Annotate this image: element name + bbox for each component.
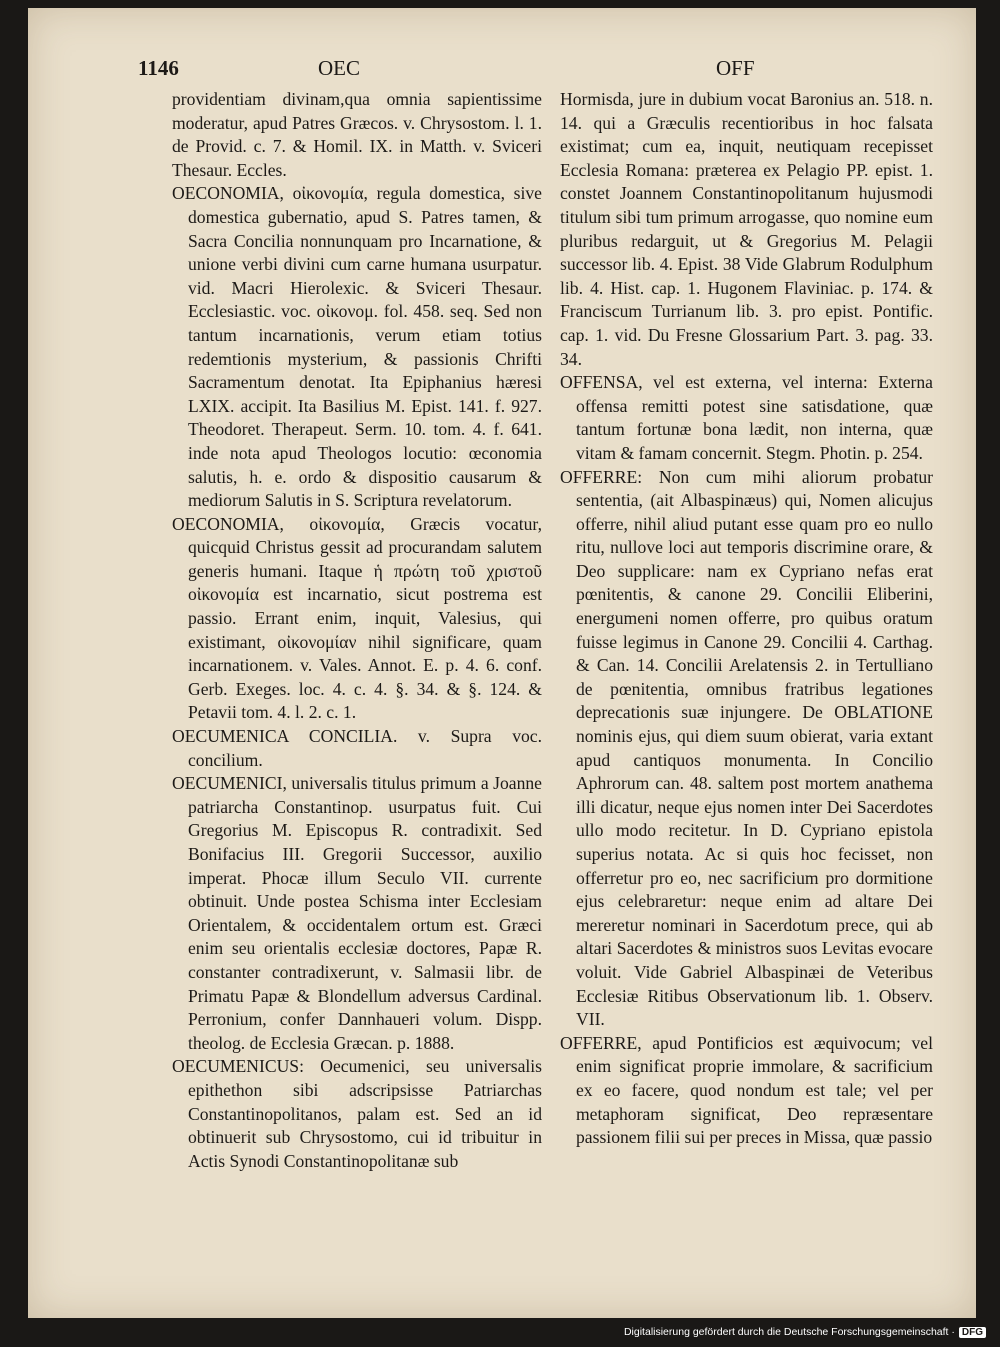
left-entry: OECUMENICUS: Oecumenici, seu universalis epithethon sibi adscripsisse Patriarchas Constantinopolitanos, palam est. Sed an id obtinuerit sub Chrysostomo, cui id tribuitur in Actis Synodi Constantinopolitanæ sub bbox=[172, 1056, 542, 1171]
right-paragraph: Hormisda, jure in dubium vocat Baronius an. 518. n. 14. qui a Græculis recentioribus in hoc falsata existimat; cum ea, inquit, neutiquam recepisset Ecclesia Romana: præterea ex Pelagio PP. epist. 1. constet Joannem Constantinopolitanum hujusmodi titulum sibi tum primum arrogasse, quo nomine eum pluribus redarguit, ut & Gregorius M. Pelagii successor lib. 4. Epist. 38 Vide Glabrum Rodulphum lib. 4. Hist. cap. 1. Hugonem Flaviniac. p. 174. & Franciscum Turrianum lib. 3. pro epist. Pontific. cap. 1. vid. Du Fresne Glossarium Part. 3. pag. 33. 34. bbox=[560, 89, 933, 369]
right-entry: OFFERRE: Non cum mihi aliorum probatur sententia, (ait Albaspinæus) qui, Nomen alicujus offerre, nihil aliud putant esse quam pro eo nullo ritu, nullove loci aut temporis discrimine orare, & Deo supplicare: nam ex Cypriano nefas erat pœnitentis, & canone 29. Concilii Eliberini, energumeni nomen offerre, pro quibus oratum fuisse legimus in Canone 29. Concilii 4. Carthag. & Can. 14. Concilii Arelatensis 2. in Tertulliano de pœnitentia, omnibus fratribus legationes deprecationis suæ injungere. De OBLATIONE nominis ejus, qui diem suum obierat, varia extant apud cantiquos monumenta. In Concilio Aphrorum can. 48. saltem post mortem anathema illi dicatur, neque ejus nomen inter Dei Sacerdotes ullo modo recitetur. In D. Cypriano epistola superius notata. Ac si quis hoc fecisset, non offerretur pro eo, nec sacrificium pro dormitione ejus celebraretur: neque enim ad altare Dei mereretur nominari in Sacerdotum prece, qui ab altari Sacerdotes & ministros suos Levitas evocare voluit. Vide Gabriel Albaspinæi de Veteribus Ecclesiæ Ritibus Observationum lib. 1. Observ. VII. bbox=[560, 466, 933, 1030]
left-column bbox=[172, 88, 542, 1173]
right-entry: OFFERRE, apud Pontificios est æquivocum; vel enim significat proprie immolare, & sacrificium ex eo facere, quod nondum est tale; vel per metaphoram significat, Deo repræsentare passionem filii sui per preces in Missa, quæ passio bbox=[560, 1032, 933, 1148]
footer-text: Digitalisierung gefördert durch die Deutsche Forschungsgemeinschaft · bbox=[623, 1326, 955, 1338]
left-paragraph: providentiam divinam,qua omnia sapientissime moderatur, apud Patres Græcos. v. Chrysostom. l. 1. de Provid. c. 7. & Homil. IX. in Matth. v. Sviceri Thesaur. Eccles. bbox=[172, 89, 542, 180]
left-entry: OECONOMIA, οἰκονομία, Græcis vocatur, quicquid Christus gessit ad procurandam salutem generis humani. Itaque ἡ πρώτη τοῦ χριστοῦ οἰκονομία est incarnatio, sicut postrema est passio. Errant enim, inquit, Valesius, qui existimant, οἰκονομίαν nihil significare, quam incarnationem. v. Vales. Annot. E. p. 4. 6. conf. Gerb. Exeges. loc. 4. c. 4. §. 34. & §. 124. & Petavii tom. 4. l. 2. c. 1. bbox=[172, 513, 542, 723]
running-head-right: OFF bbox=[716, 56, 755, 80]
left-entry: OECONOMIA, οἰκονομία, regula domestica, sive domestica gubernatio, apud S. Patres tamen, & Sacra Concilia nonnunquam pro Incarnatione, & unione verbi divini cum carne humana usurpatur. vid. Macri Hierolexic. & Sviceri Thesaur. Ecclesiastic. voc. οἰκονομ. fol. 458. seq. Sed non tantum incarnationis, verum etiam totius redemtionis mysterium, & passionis Chrifti Sacramentum denotat. Ita Epiphanius hæresi LXIX. accipit. Ita Basilius M. Epist. 141. f. 927. Theodoret. Therapeut. Serm. 10. tom. 4. f. 641. inde nota apud Theologos locutio: œconomia salutis, h. e. ordo & dispositio causarum & mediorum Salutis in S. Scriptura revelatorum. bbox=[172, 183, 542, 511]
running-head-left: OEC bbox=[318, 56, 360, 80]
left-entry: OECUMENICI, universalis titulus primum a Joanne patriarcha Constantinop. usurpatus fuit. Cui Gregorius M. Episcopus R. contradixit. Sed Bonifacius III. Gregorii Successor, auxilio imperat. Phocæ illum Seculo VII. currente obtinuit. Unde postea Schisma inter Ecclesiam Orientalem, & occidentalem ortum est. Græci enim seu orientalis ecclesiæ doctores, Papæ R. constanter contradixerunt, v. Salmasii libr. de Primatu Papæ & Blondellum adversus Cardinal. Perronium, confer Dannhaueri volum. Dispp. theolog. de Ecclesia Græcan. p. 1888. bbox=[172, 773, 542, 1053]
right-column bbox=[560, 88, 933, 1150]
dfg-logo: DFG bbox=[959, 1327, 986, 1338]
left-entry: OECUMENICA CONCILIA. v. Supra voc. concilium. bbox=[172, 726, 542, 770]
page-number: 1146 bbox=[138, 56, 179, 80]
digitization-footer bbox=[624, 1323, 986, 1341]
right-entry: OFFENSA, vel est externa, vel interna: Externa offensa remitti potest sine satisdatione, quæ tantum fortunæ bona lædit, non interna, quæ vitam & famam concernit. Stegm. Photin. p. 254. bbox=[560, 372, 933, 463]
